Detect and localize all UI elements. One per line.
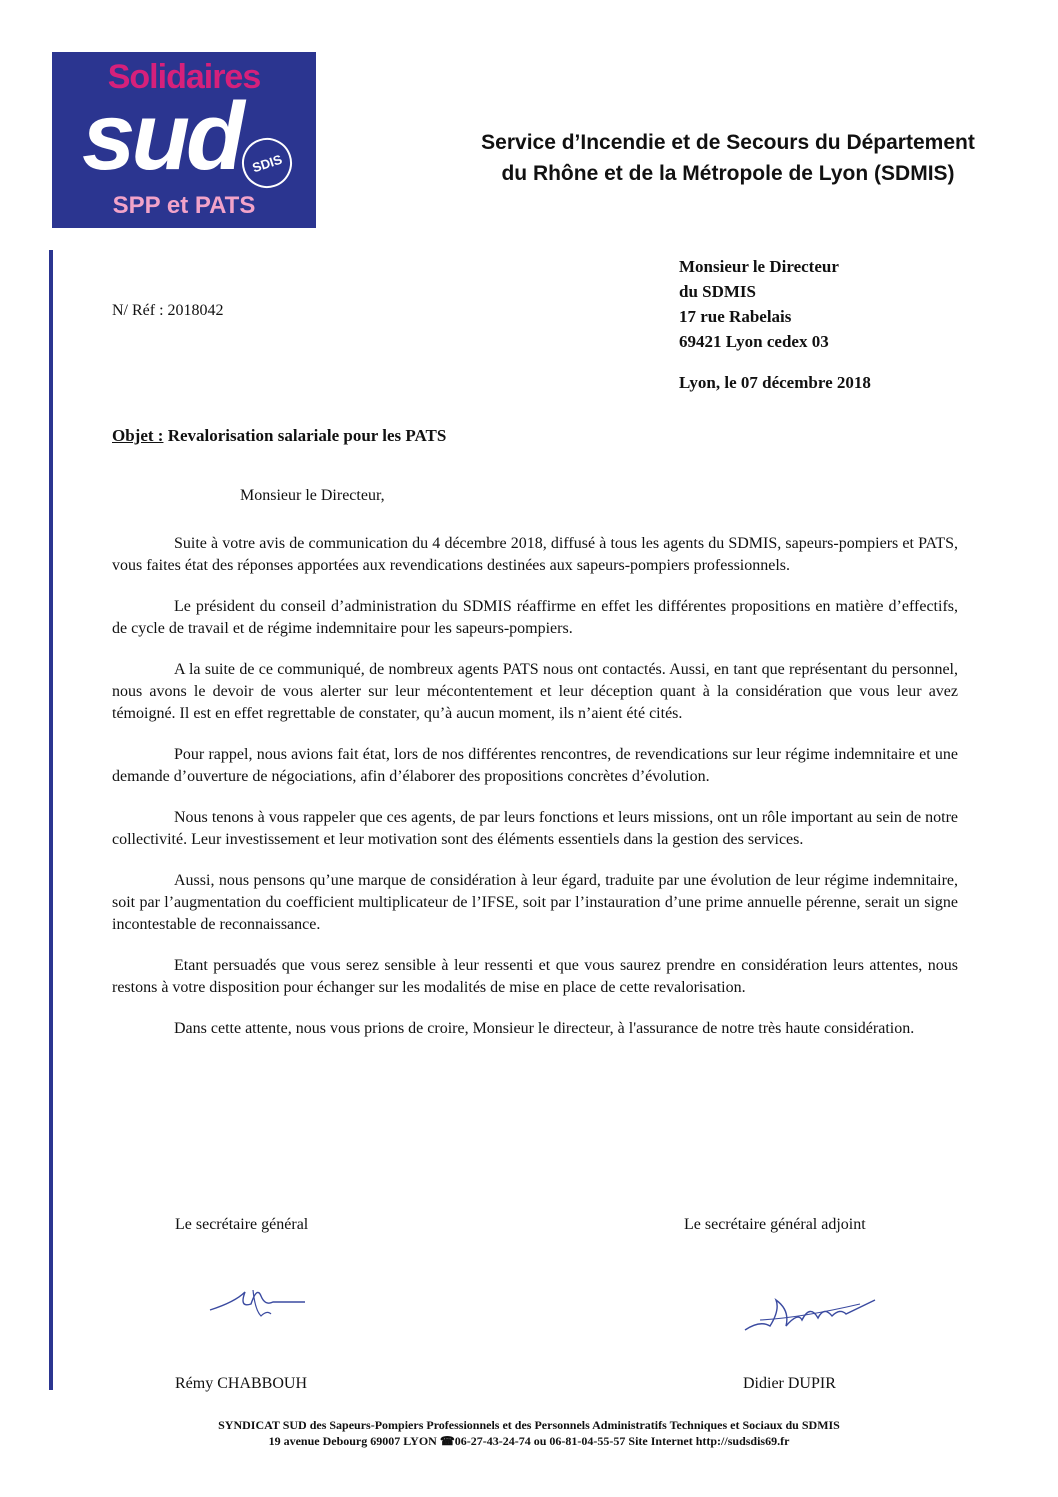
signatory-name-right: Didier DUPIR	[743, 1375, 836, 1392]
body-paragraph: Nous tenons à vous rappeler que ces agents, de par leurs fonctions et leurs missions, ont un rôle important au sein de notre collectivité. Leur investissement et leur motivation sont des éléments essentiels dans la gestion des services.	[112, 809, 958, 848]
logo-badge: SDIS	[235, 131, 298, 194]
signature-right	[740, 1290, 880, 1340]
recipient-line: 69421 Lyon cedex 03	[679, 332, 829, 351]
letter-subject	[112, 426, 446, 446]
body-paragraph: Pour rappel, nous avions fait état, lors de nos différentes rencontres, de revendications sur leur régime indemnitaire et une demande d’ouverture de négociations, afin d’élaborer des propositions concrètes d’évolution.	[112, 746, 958, 785]
body-paragraph: Etant persuadés que vous serez sensible à leur ressenti et que vous saurez prendre en considération leurs attentes, nous restons à votre disposition pour échanger sur les modalités de mise en place de cette revalorisation.	[112, 957, 958, 996]
recipient-line: Monsieur le Directeur	[679, 257, 839, 276]
organisation-title-line2: du Rhône et de la Métropole de Lyon (SDMIS)	[501, 162, 955, 185]
signatory-name-left: Rémy CHABBOUH	[175, 1375, 308, 1392]
reference-number: N/ Réf : 2018042	[112, 302, 224, 319]
logo-top-text: Solidaires	[107, 58, 261, 96]
letter-body	[112, 533, 958, 1059]
body-paragraph: Suite à votre avis de communication du 4 décembre 2018, diffusé à tous les agents du SDMIS, sapeurs-pompiers et PATS, vous faites état des réponses apportées aux revendications destinées aux sapeurs-pompiers professionnels.	[112, 535, 958, 574]
salutation: Monsieur le Directeur,	[240, 487, 385, 504]
union-logo	[52, 52, 316, 228]
organisation-title	[440, 127, 1016, 189]
recipient-address	[679, 254, 839, 354]
recipient-line: du SDMIS	[679, 282, 757, 301]
subject-text: Revalorisation salariale pour les PATS	[163, 426, 447, 445]
recipient-line: 17 rue Rabelais	[679, 307, 792, 326]
footer-line1: SYNDICAT SUD des Sapeurs-Pompiers Professionnels et des Personnels Administratifs Techniques et Sociaux du SDMIS	[218, 1418, 840, 1432]
body-paragraph: Le président du conseil d’administration du SDMIS réaffirme en effet les différentes propositions en matière d’effectifs, de cycle de travail et de régime indemnitaire pour les sapeurs-pompiers.	[112, 598, 958, 637]
organisation-title-line1: Service d’Incendie et de Secours du Département	[481, 131, 975, 154]
signature-left	[205, 1280, 315, 1330]
footer-line2: 19 avenue Debourg 69007 LYON ☎06-27-43-24-74 ou 06-81-04-55-57 Site Internet http://sudsdis69.fr	[268, 1434, 790, 1448]
subject-label: Objet :	[112, 426, 164, 445]
logo-main-text: sud	[82, 83, 241, 190]
signatory-title-right: Le secrétaire général adjoint	[684, 1216, 866, 1233]
body-paragraph: A la suite de ce communiqué, de nombreux agents PATS nous ont contactés. Aussi, en tant que représentant du personnel, nous avons le devoir de vous alerter sur leur mécontentement et leur déception quant à la considération que vous leur avez témoigné. Il est en effet regrettable de constater, qu’à aucun moment, ils n’aient été cités.	[112, 661, 958, 722]
body-paragraph: Aussi, nous pensons qu’une marque de considération à leur égard, traduite par une évolution de leur régime indemnitaire, soit par l’augmentation du coefficient multiplicateur de l’IFSE, soit par l’instauration d’une prime annuelle pérenne, serait un signe incontestable de reconnaissance.	[112, 872, 958, 933]
letter-date: Lyon, le 07 décembre 2018	[679, 373, 871, 392]
left-accent-bar	[49, 250, 53, 1390]
signatory-title-left: Le secrétaire général	[175, 1216, 309, 1233]
body-paragraph: Dans cette attente, nous vous prions de croire, Monsieur le directeur, à l'assurance de notre très haute considération.	[174, 1020, 915, 1037]
letter-footer	[0, 1417, 1058, 1449]
logo-bottom-text: SPP et PATS	[112, 192, 256, 219]
